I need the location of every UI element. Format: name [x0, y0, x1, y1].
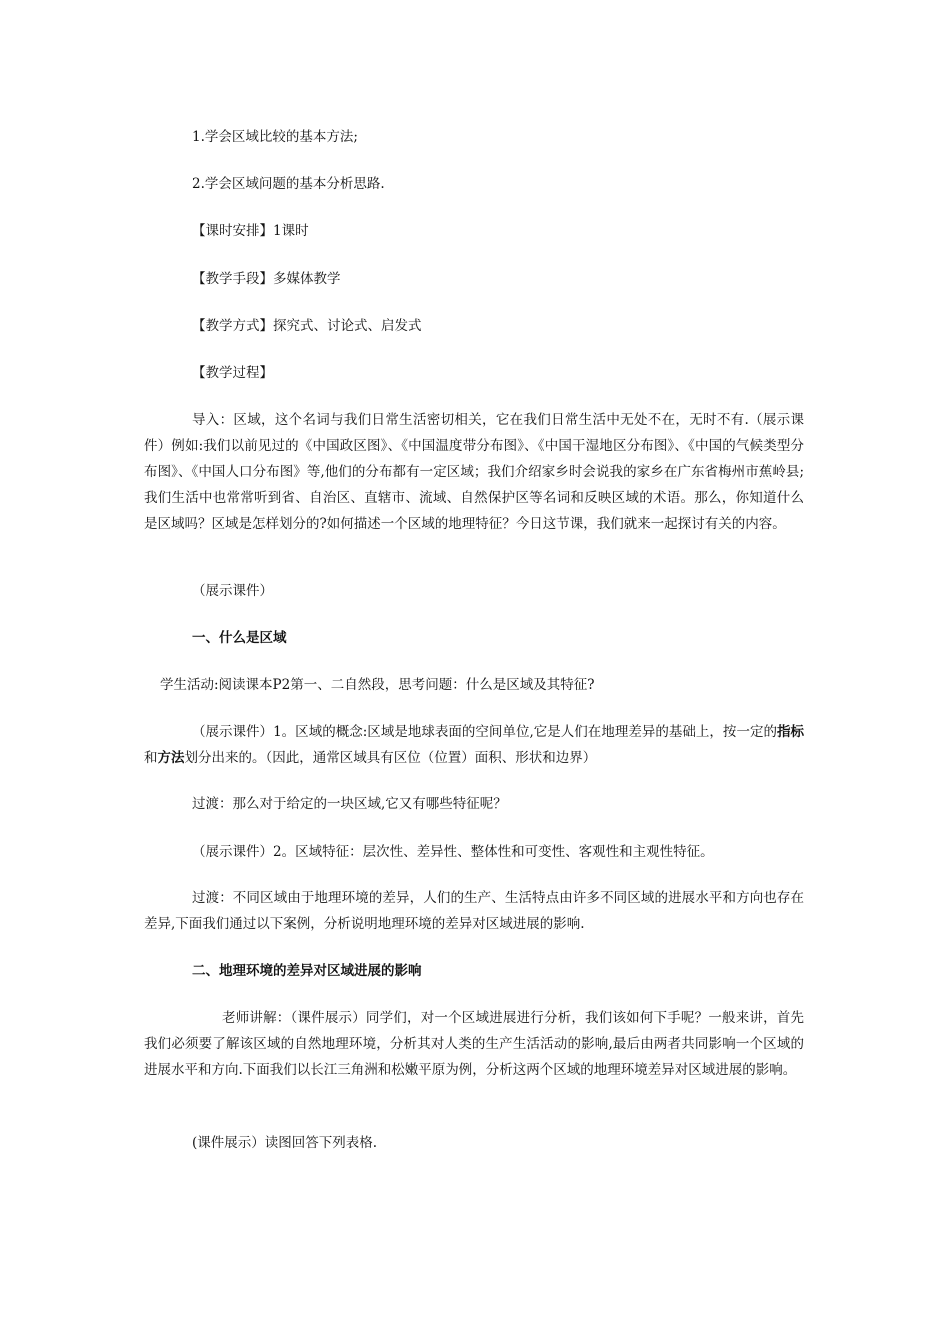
process-label: 【教学过程】: [192, 365, 273, 381]
methods-line: [192, 315, 422, 337]
schedule-label: 【课时安排】: [192, 223, 273, 239]
concept-text-1: （展示课件）1。区域的概念:区域是地球表面的空间单位,它是人们在地理差异的基础上，按一定的: [192, 724, 777, 740]
means-value: 多媒体教学: [273, 271, 341, 287]
transition-2-paragraph: 过渡：不同区域由于地理环境的差异，人们的生产、生活特点由许多不同区域的进展水平和方向也存在差异,下面我们通过以下案例，分析说明地理环境的差异对区域进展的影响.: [144, 890, 804, 932]
means-label: 【教学手段】: [192, 271, 273, 287]
schedule-line: [192, 220, 309, 242]
teacher-paragraph: 老师讲解：（课件展示）同学们，对一个区域进展进行分析，我们该如何下手呢？一般来讲，首先我们必须要了解该区域的自然地理环境，分析其对人类的生产生活活动的影响,最后由两者共同影响一个区域的进展水平和方向.下面我们以长江三角洲和松嫩平原为例，分析这两个区域的地理环境差异对区域进展的影响。: [144, 1010, 804, 1078]
means-line: [192, 268, 341, 290]
methods-value: 探究式、讨论式、启发式: [273, 318, 422, 334]
intro-paragraph: 导入：区域，这个名词与我们日常生活密切相关，它在我们日常生活中无处不在，无时不有.（展示课件）例如:我们以前见过的《中国政区图》、《中国温度带分布图》、《中国干湿地区分布图》、《中国的气候类型分布图》、《中国人口分布图》等,他们的分布都有一定区域；我们介绍家乡时会说我的家乡在广东省梅州市蕉岭县;我们生活中也常常听到省、自治区、直辖市、流域、自然保护区等名词和反映区域的术语。那么，你知道什么是区域吗？区域是怎样划分的?如何描述一个区域的地理特征？今日这节课，我们就来一起探讨有关的内容。: [144, 412, 804, 532]
concept-text-and: 和: [144, 750, 158, 766]
concept-bold-method: 方法: [157, 750, 185, 766]
objective-1: 1.学会区域比较的基本方法;: [192, 129, 358, 145]
read-map-line: (课件展示）读图回答下列表格.: [192, 1135, 378, 1151]
section-2-title: 二、地理环境的差异对区域进展的影响: [192, 963, 422, 979]
schedule-value: 1课时: [273, 223, 309, 239]
section-1-title: 一、什么是区域: [192, 630, 287, 646]
features-line: （展示课件）2。区域特征：层次性、差异性、整体性和可变性、客观性和主观性特征。: [192, 844, 714, 860]
transition-1: 过渡：那么对于给定的一块区域,它又有哪些特征呢？: [192, 796, 507, 812]
concept-paragraph: [144, 719, 804, 771]
concept-bold-indicator: 指标: [776, 724, 804, 740]
concept-text-2: 划分出来的。（因此，通常区域具有区位（位置）面积、形状和边界）: [184, 750, 597, 766]
methods-label: 【教学方式】: [192, 318, 273, 334]
student-activity: 学生活动:阅读课本P2第一、二自然段，思考问题：什么是区域及其特征?: [160, 677, 595, 693]
show-courseware: （展示课件）: [192, 583, 273, 599]
objective-2: 2.学会区域问题的基本分析思路.: [192, 176, 385, 192]
